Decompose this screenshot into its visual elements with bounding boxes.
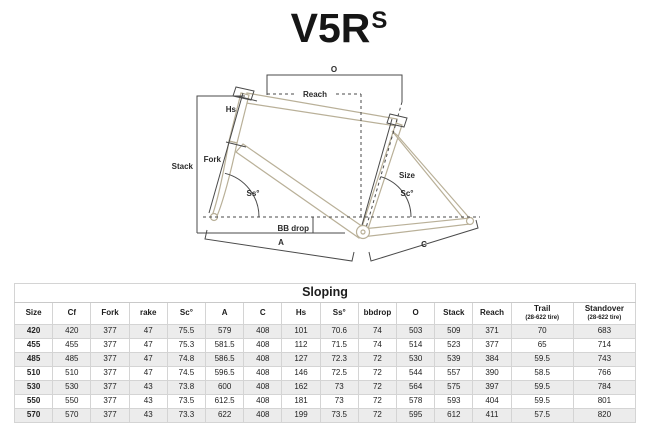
cell: 408 — [244, 409, 282, 423]
cell: 59.5 — [511, 381, 573, 395]
cell: 557 — [435, 367, 473, 381]
cell: 377 — [91, 381, 129, 395]
column-label: Hs — [295, 308, 307, 318]
cell: 72.3 — [320, 353, 358, 367]
label-ss-angle: Ss° — [246, 189, 260, 198]
cell: 575 — [435, 381, 473, 395]
cell: 408 — [244, 353, 282, 367]
column-header-size — [15, 303, 53, 325]
column-header-fork — [91, 303, 129, 325]
table-title: Sloping — [15, 284, 636, 303]
cell: 70 — [511, 325, 573, 339]
cell: 530 — [397, 353, 435, 367]
column-header-cf — [53, 303, 91, 325]
cell: 101 — [282, 325, 320, 339]
cell: 766 — [573, 367, 635, 381]
cell: 73.8 — [167, 381, 205, 395]
table-row-550 — [15, 395, 636, 409]
cell: 510 — [53, 367, 91, 381]
table-header-row — [15, 303, 636, 325]
cell: 73.5 — [320, 409, 358, 423]
cell: 72 — [358, 381, 396, 395]
chain-stay — [362, 218, 470, 237]
cell: 162 — [282, 381, 320, 395]
cell: 564 — [397, 381, 435, 395]
cell: 544 — [397, 367, 435, 381]
label-stack: Stack — [171, 162, 193, 171]
cell: 408 — [244, 367, 282, 381]
size-line — [362, 119, 392, 225]
cell: 384 — [473, 353, 511, 367]
bottom-bracket-hole — [361, 230, 365, 234]
fork-blade — [212, 141, 237, 216]
column-header-c — [244, 303, 282, 325]
cell: 112 — [282, 339, 320, 353]
cell: 43 — [129, 381, 167, 395]
cell: 593 — [435, 395, 473, 409]
cell: 503 — [397, 325, 435, 339]
cell: 801 — [573, 395, 635, 409]
column-header-rake — [129, 303, 167, 325]
column-header-bbdrop — [358, 303, 396, 325]
cell: 523 — [435, 339, 473, 353]
cell: 43 — [129, 395, 167, 409]
cell: 59.5 — [511, 395, 573, 409]
cell: 596.5 — [206, 367, 244, 381]
cell: 411 — [473, 409, 511, 423]
cell: 510 — [15, 367, 53, 381]
column-header-reach — [473, 303, 511, 325]
cell: 743 — [573, 353, 635, 367]
cell: 377 — [473, 339, 511, 353]
cell: 683 — [573, 325, 635, 339]
cell: 181 — [282, 395, 320, 409]
column-label: Cf — [67, 308, 77, 318]
cell: 74 — [358, 339, 396, 353]
column-label: Trail — [533, 304, 551, 314]
cell: 784 — [573, 381, 635, 395]
logo-sup: S — [371, 7, 388, 34]
cell: 377 — [91, 409, 129, 423]
column-sublabel: (28-622 tire) — [525, 315, 560, 322]
cell: 73 — [320, 381, 358, 395]
column-label: C — [259, 308, 266, 318]
column-header-ss- — [320, 303, 358, 325]
cell: 586.5 — [206, 353, 244, 367]
bbdrop-line — [197, 217, 345, 233]
cell: 57.5 — [511, 409, 573, 423]
cell: 43 — [129, 409, 167, 423]
cell: 377 — [91, 395, 129, 409]
cell: 70.6 — [320, 325, 358, 339]
column-label: O — [412, 308, 419, 318]
cell: 530 — [15, 381, 53, 395]
column-label: Standover — [584, 304, 624, 314]
cell: 390 — [473, 367, 511, 381]
label-o: O — [330, 65, 338, 74]
cell: 72 — [358, 409, 396, 423]
cell: 612.5 — [206, 395, 244, 409]
cell: 570 — [15, 409, 53, 423]
column-header-sc- — [167, 303, 205, 325]
cell: 377 — [91, 353, 129, 367]
cell: 71.5 — [320, 339, 358, 353]
table-row-485 — [15, 353, 636, 367]
label-a: A — [278, 238, 284, 247]
cell: 47 — [129, 353, 167, 367]
table-title-row — [15, 284, 636, 303]
cell: 377 — [91, 325, 129, 339]
label-fork: Fork — [203, 155, 221, 164]
column-sublabel: (28-622 tire) — [587, 315, 622, 322]
cell: 820 — [573, 409, 635, 423]
logo-main: V5R — [290, 5, 371, 51]
cell: 47 — [129, 325, 167, 339]
cell: 47 — [129, 367, 167, 381]
label-size: Size — [399, 171, 416, 180]
cell: 420 — [53, 325, 91, 339]
column-header-hs — [282, 303, 320, 325]
cell: 72 — [358, 395, 396, 409]
table-head — [15, 284, 636, 325]
column-label: Fork — [101, 308, 119, 318]
column-header-stack — [435, 303, 473, 325]
label-hs: Hs — [225, 105, 236, 114]
table-row-455 — [15, 339, 636, 353]
column-label: Ss° — [332, 308, 346, 318]
cell: 408 — [244, 339, 282, 353]
column-label: Sc° — [179, 308, 193, 318]
cell: 397 — [473, 381, 511, 395]
cell: 455 — [15, 339, 53, 353]
cell: 74 — [358, 325, 396, 339]
label-sc-angle: Sc° — [400, 189, 414, 198]
cell: 408 — [244, 381, 282, 395]
column-label: A — [221, 308, 228, 318]
cell: 371 — [473, 325, 511, 339]
cell: 408 — [244, 325, 282, 339]
table-row-530 — [15, 381, 636, 395]
cell: 404 — [473, 395, 511, 409]
cell: 74.8 — [167, 353, 205, 367]
table-row-420 — [15, 325, 636, 339]
geometry-diagram — [0, 62, 650, 277]
cell: 73 — [320, 395, 358, 409]
column-label: bbdrop — [363, 308, 392, 318]
cell: 199 — [282, 409, 320, 423]
cell: 59.5 — [511, 353, 573, 367]
table-body — [15, 325, 636, 423]
column-label: Reach — [480, 308, 505, 318]
cell: 600 — [206, 381, 244, 395]
column-header-standover — [573, 303, 635, 325]
cell: 47 — [129, 339, 167, 353]
column-header-trail — [511, 303, 573, 325]
column-label: Size — [25, 308, 42, 318]
cell: 539 — [435, 353, 473, 367]
cell: 612 — [435, 409, 473, 423]
cell: 58.5 — [511, 367, 573, 381]
cell: 127 — [282, 353, 320, 367]
cell: 509 — [435, 325, 473, 339]
cell: 514 — [397, 339, 435, 353]
cell: 72 — [358, 353, 396, 367]
cell: 581.5 — [206, 339, 244, 353]
cell: 73.5 — [167, 395, 205, 409]
cell: 74.5 — [167, 367, 205, 381]
label-bb-drop: BB drop — [277, 224, 309, 233]
cell: 485 — [53, 353, 91, 367]
cell: 622 — [206, 409, 244, 423]
label-reach: Reach — [302, 90, 328, 99]
table-row-510 — [15, 367, 636, 381]
cell: 578 — [397, 395, 435, 409]
cell: 550 — [53, 395, 91, 409]
geometry-table — [14, 283, 636, 423]
cell: 377 — [91, 367, 129, 381]
cell: 570 — [53, 409, 91, 423]
cell: 550 — [15, 395, 53, 409]
column-label: Stack — [443, 308, 465, 318]
o-bracket — [267, 75, 402, 102]
table-row-570 — [15, 409, 636, 423]
cell: 408 — [244, 395, 282, 409]
cell: 579 — [206, 325, 244, 339]
rear-dropout — [467, 218, 474, 225]
cell: 485 — [15, 353, 53, 367]
cell: 75.3 — [167, 339, 205, 353]
cell: 72.5 — [320, 367, 358, 381]
cell: 73.3 — [167, 409, 205, 423]
column-label: rake — [139, 308, 157, 318]
column-header-o — [397, 303, 435, 325]
cell: 420 — [15, 325, 53, 339]
cell: 377 — [91, 339, 129, 353]
column-header-a — [206, 303, 244, 325]
head-tube — [229, 93, 249, 143]
cell: 595 — [397, 409, 435, 423]
cell: 146 — [282, 367, 320, 381]
label-c: C — [421, 240, 427, 249]
brand-logo — [14, 5, 650, 51]
seat-tube — [360, 123, 402, 235]
cell: 530 — [53, 381, 91, 395]
cell: 75.5 — [167, 325, 205, 339]
cell: 72 — [358, 367, 396, 381]
cell: 714 — [573, 339, 635, 353]
cell: 65 — [511, 339, 573, 353]
cell: 455 — [53, 339, 91, 353]
